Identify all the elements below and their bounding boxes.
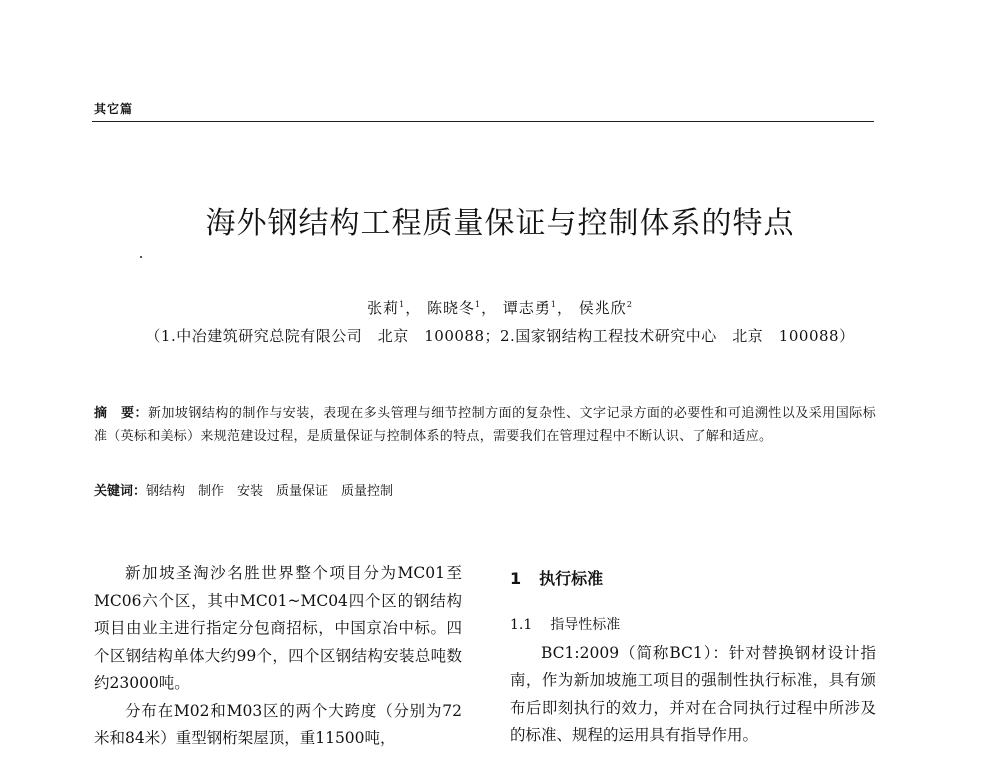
subsection-title: 指导性标准 — [550, 617, 621, 633]
section-number: 1 — [510, 569, 522, 588]
section-heading — [510, 565, 876, 592]
author-affil-mark: 1 — [399, 300, 406, 309]
section-tag: 其它篇 — [94, 102, 134, 116]
author-list — [0, 297, 1000, 318]
author-name: 张莉 — [367, 299, 400, 317]
author-name: 侯兆欣 — [578, 299, 627, 317]
subsection-heading — [510, 612, 876, 640]
paper-title: 海外钢结构工程质量保证与控制体系的特点 — [205, 206, 795, 241]
abstract-text: 新加坡钢结构的制作与安装，表现在多头管理与细节控制方面的复杂性、文字记录方面的必要性和可追溯性以及采用国际标准（英标和美标）来规范建设过程，是质量保证与控制体系的特点，需要我们在管理过程中不断认识、了解和适应。 — [94, 406, 877, 444]
author-affil-mark: 1 — [550, 300, 557, 309]
author-separator: ， — [405, 299, 422, 317]
affiliation: （1.中冶建筑研究总院有限公司 北京 100088；2.国家钢结构工程技术研究中心 北京 100088） — [145, 327, 855, 345]
subsection-number: 1.1 — [510, 617, 533, 633]
author-separator: ， — [557, 299, 574, 317]
author-affil-mark: 1 — [475, 300, 482, 309]
body-column-right — [510, 565, 876, 750]
author-name: 谭志勇 — [502, 299, 551, 317]
abstract — [94, 402, 876, 448]
keywords-text: 钢结构 制作 安装 质量保证 质量控制 — [146, 484, 394, 499]
scan-speck — [140, 256, 142, 258]
author-affil-mark: 2 — [626, 300, 633, 309]
section-title: 执行标准 — [539, 569, 604, 588]
body-paragraph: BC1:2009（简称BC1）：针对替换钢材设计指南，作为新加坡施工项目的强制性执行标准，具有颁布后即刻执行的效力，并对在合同执行过程中所涉及的标准、规程的运用具有指导作用。 — [510, 643, 876, 744]
body-column-left — [94, 560, 462, 753]
author-name: 陈晓冬 — [426, 299, 475, 317]
keywords — [94, 482, 876, 502]
header-rule — [92, 121, 874, 122]
body-paragraph: 分布在M02和M03区的两个大跨度（分别为72米和84米）重型钢桁架屋顶，重11500吨， — [94, 701, 462, 747]
author-separator: ， — [481, 299, 498, 317]
body-paragraph: 新加坡圣淘沙名胜世界整个项目分为MC01至MC06六个区，其中MC01~MC04四个区的钢结构项目由业主进行指定分包商招标，中国京冶中标。四个区钢结构单体大约99个，四个区钢结构安装总吨数约23000吨。 — [94, 564, 462, 692]
abstract-label: 摘 要： — [94, 406, 148, 421]
keywords-label: 关键词： — [94, 484, 147, 499]
